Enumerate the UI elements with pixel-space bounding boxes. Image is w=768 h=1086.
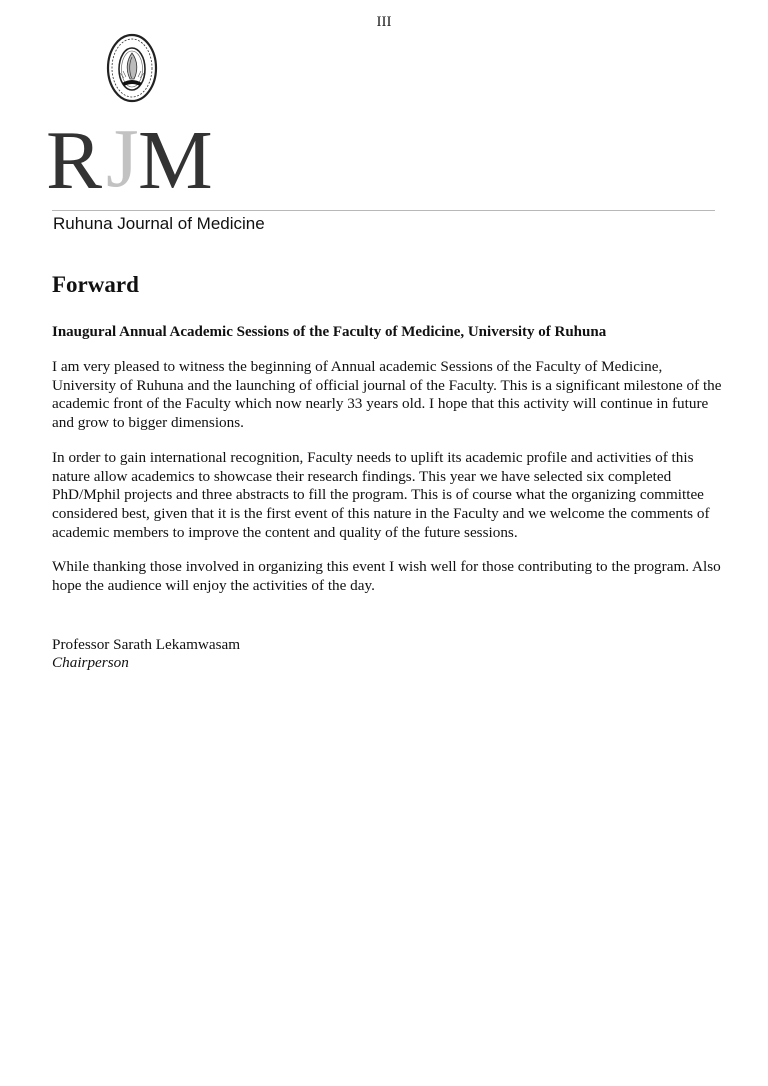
journal-name: Ruhuna Journal of Medicine bbox=[53, 214, 265, 233]
page-number: III bbox=[376, 14, 392, 30]
header-divider bbox=[52, 210, 715, 211]
paragraph: While thanking those involved in organizing this event I wish well for those contributing to the program. Also hope the audience will enjoy the activities of the day. bbox=[52, 558, 721, 595]
paragraph: I am very pleased to witness the beginning of Annual academic Sessions of the Faculty of Medicine, University of Ruhuna and the launching of official journal of the Faculty. This is a significant milestone of the academic front of the Faculty which now nearly 33 years old. I hope that this activity will continue in future and grow to bigger dimensions. bbox=[52, 358, 722, 432]
signatory-name: Professor Sarath Lekamwasam bbox=[52, 635, 241, 653]
signature-block bbox=[52, 636, 722, 673]
rjm-logo-m: M bbox=[138, 114, 213, 204]
rjm-logo-j: J bbox=[106, 112, 139, 204]
article-body bbox=[52, 270, 722, 673]
page-title: Forward bbox=[52, 272, 139, 297]
rjm-logo bbox=[44, 108, 244, 204]
paragraph: In order to gain international recognition, Faculty needs to uplift its academic profile and activities of this nature allow academics to showcase their research findings. This year we have selected six completed PhD/Mphil projects and three abstracts to fill the program. This is of course what the organizing committee considered best, given that it is the first event of this nature in the Faculty and we welcome the comments of academic members to improve the content and quality of the future sessions. bbox=[52, 448, 710, 541]
article-subtitle: Inaugural Annual Academic Sessions of the Faculty of Medicine, University of Ruhuna bbox=[52, 324, 607, 340]
university-emblem-icon bbox=[106, 33, 158, 103]
rjm-logo-r: R bbox=[46, 114, 103, 204]
signatory-role: Chairperson bbox=[52, 654, 129, 672]
